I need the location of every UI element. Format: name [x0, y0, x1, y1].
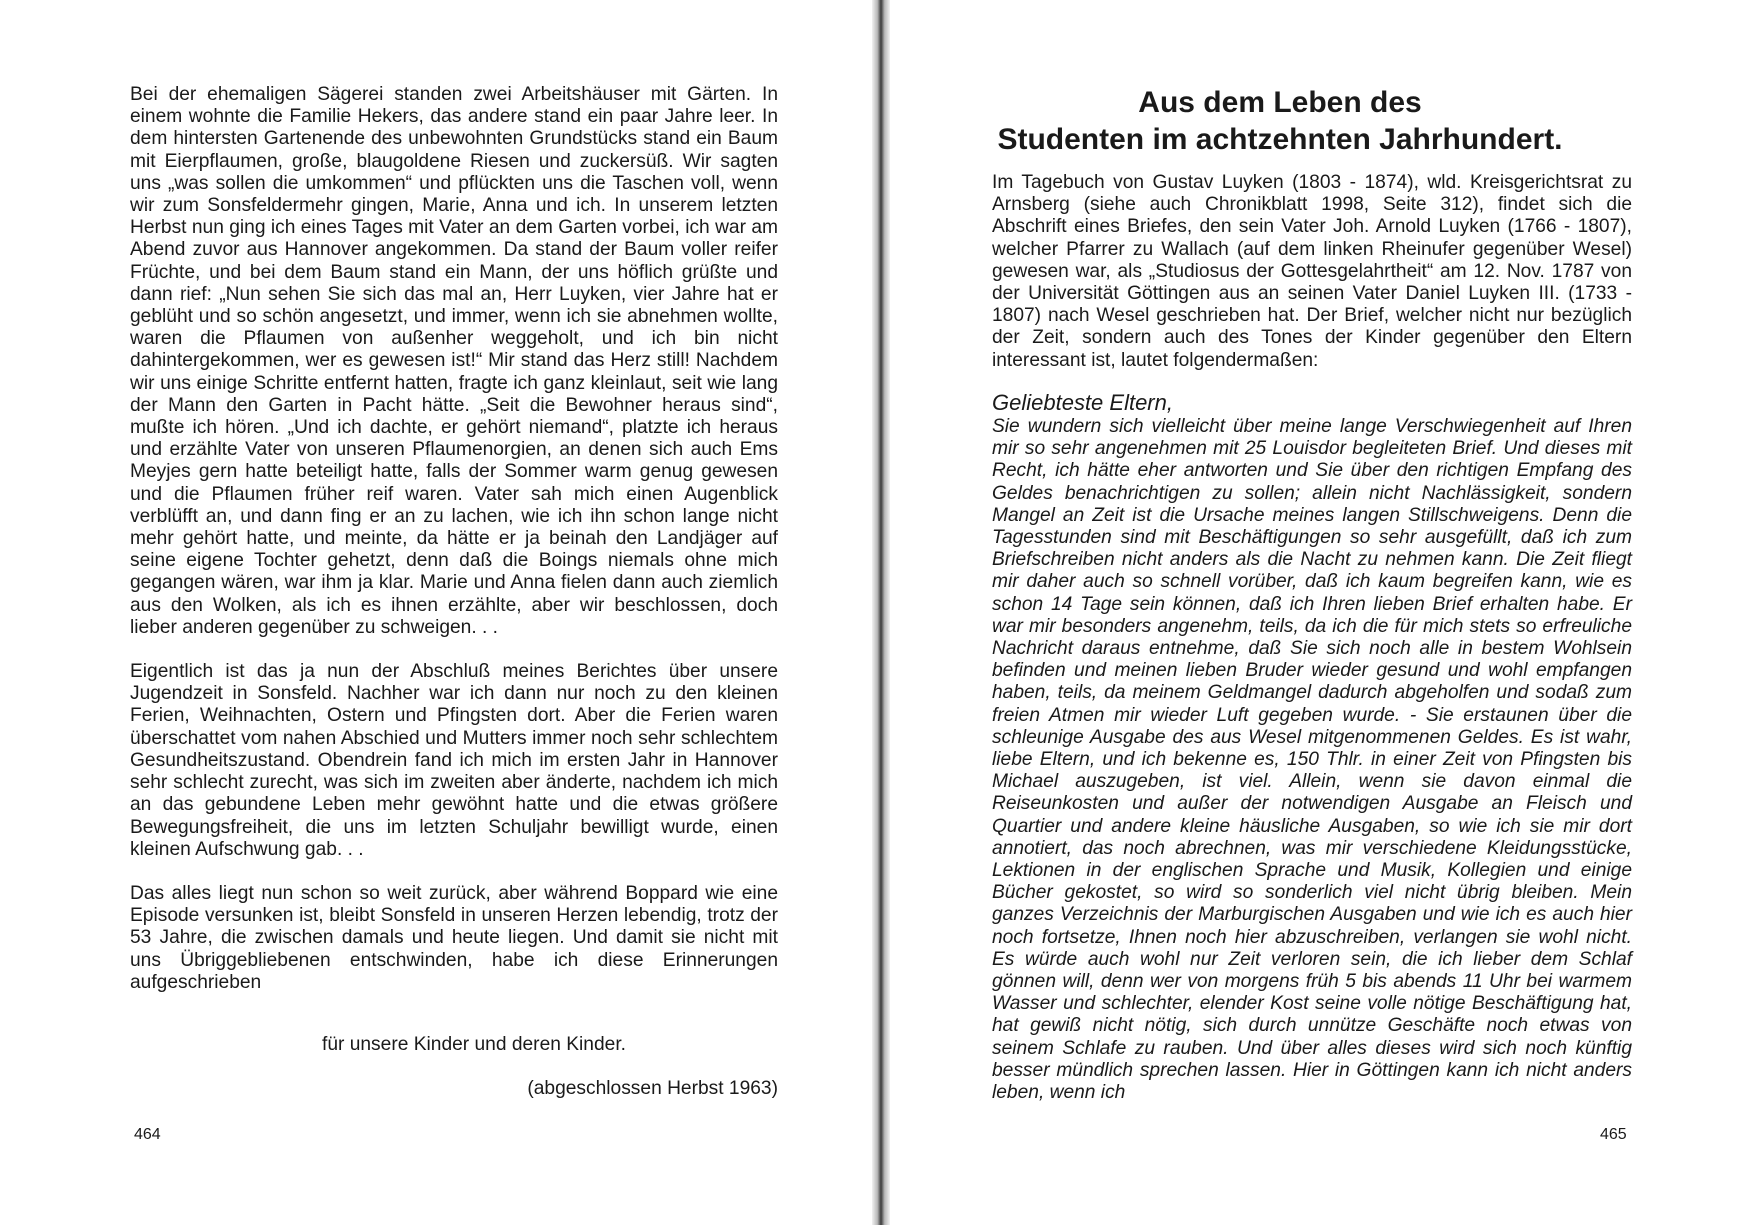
article-title: [900, 84, 1660, 158]
intro-paragraph: Im Tagebuch von Gustav Luyken (1803 - 1874), wld. Kreisgerichtsrat zu Arnsberg (siehe auch Chronikblatt 1998, Seite 312), findet sich die Abschrift eines Briefes, den sein Vater Joh. Arnold Luyken (1766 - 1807), welcher Pfarrer zu Wallach (auf dem linken Rheinufer gegenüber Wesel) gewesen war, als „Studiosus der Gottesgelahrtheit“ am 12. Nov. 1787 von der Universität Göttingen aus an seinen Vater Daniel Luyken III. (1733 - 1807) nach Wesel geschrieben hat. Der Brief, welcher nicht nur bezüglich der Zeit, sondern auch des Tones der Kinder gegenüber den Eltern interessant ist, lautet folgendermaßen:: [992, 172, 1632, 371]
letter-salutation: Geliebteste Eltern,: [992, 390, 1173, 415]
left-paragraph-1: Bei der ehemaligen Sägerei standen zwei Arbeitshäuser mit Gärten. In einem wohnte die Familie Hekers, das andere stand ein paar Jahre leer. In dem hintersten Gartenende des unbewohnten Grundstücks stand ein Baum mit Eierpflaumen, große, blaugoldene Riesen und zuckersüß. Wir sagten uns „was sollen die umkommen“ und pflückten uns die Taschen voll, wenn wir zum Sonsfeldermehr gingen, Marie, Anna und ich. In unserem letzten Herbst nun ging ich eines Tages mit Vater an dem Garten vorbei, ich war am Abend zuvor aus Hannover angekommen. Da stand der Baum voller reifer Früchte, und bei dem Baum stand ein Mann, der uns höflich grüßte und dann rief: „Nun sehen Sie sich das mal an, Herr Luyken, vier Jahre hat er geblüht und so schön angesetzt, und immer, wenn ich sie abnehmen wollte, waren die Pflaumen von außenher weggeholt, und ich bin nicht dahintergekommen, wer es gewesen ist!“ Mir stand das Herz still! Nachdem wir uns einige Schritte entfernt hatten, fragte ich ganz kleinlaut, seit wie lang der Mann den Garten in Pacht hätte. „Seit die Bewohner heraus sind“, mußte ich hören. „Und ich dachte, er gehört niemand“, platzte ich heraus und erzählte Vater von unseren Pflaumenorgien, an denen sich auch Ems Meyjes gern hatte beteiligt hatte, falls der Sommer warm genug gewesen und die Pflaumen früher reif waren. Vater sah mich einen Augenblick verblüfft an, und dann fing er an zu lachen, wie ich ihn schon lange nicht mehr gehört hatte, und meinte, da hätte er ja beinah den Landjäger auf seine eigene Tochter gehetzt, denn daß die Boings niemals ohne mich gegangen wären, war ihm ja klar. Marie und Anna fielen dann auch ziemlich aus den Wolken, als ich es ihnen erzählte, aber wir beschlossen, doch lieber anderen gegenüber zu schweigen. . .: [130, 84, 778, 638]
letter-body: Sie wundern sich vielleicht über meine lange Verschwiegenheit auf Ihren mir so sehr angenehmen mit 25 Louisdor begleiteten Brief. Und dieses mit Recht, ich hätte eher antworten und Sie über den richtigen Empfang des Geldes benachrichtigen zu sollen; allein nicht Nachlässigkeit, sondern Mangel an Zeit ist die Ursache meines langen Stillschweigens. Denn die Tagesstunden sind mit Beschäftigungen so sehr ausgefüllt, daß ich zum Briefschreiben nicht anders als die Nacht zu nehmen kann. Die Zeit fliegt mir daher auch so schnell vorüber, daß ich kaum begreifen kann, wie es schon 14 Tage sein können, daß ich Ihren lieben Brief erhalten habe. Er war mir besonders angenehm, teils, da ich die für mich stets so erfreuliche Nachricht daraus entnehme, daß Sie sich noch alle in bestem Wohlsein befinden und meinen lieben Bruder wieder gesund und wohl empfangen haben, teils, da meinem Geldmangel dadurch abgeholfen und sodaß zum freien Atmen mir wieder Luft gegeben wurde. - Sie erstaunen über die schleunige Ausgabe des aus Wesel mitgenommenen Geldes. Es ist wahr, liebe Eltern, und ich bekenne es, 150 Thlr. in einer Zeit von Pfingsten bis Michael auszugeben, ist viel. Allein, wenn sie davon einmal die Reiseunkosten und außer der notwendigen Ausgabe an Fleisch und Quartier und andere kleine häusliche Ausgaben, so wie ich sie mir dort annotiert, das noch abrechnen, was mir verschiedene Kleidungsstücke, Lektionen in der englischen Sprache und Musik, Kollegien und einige Bücher gekostet, so wird so sonderlich viel nicht übrig bleiben. Mein ganzes Verzeichnis der Marburgischen Ausgaben und wie ich es auch hier noch fortsetze, Ihnen noch hier abzuschreiben, verlangen sie wohl nicht. Es würde auch wohl nur Zeit verloren sein, die ich lieber dem Schlaf gönnen will, denn wer von morgens früh 5 bis abends 11 Uhr bei warmem Wasser und schlechter, elender Kost seine volle nötige Beschäftigung hat, hat gewiß nicht nötig, sich durch unnütze Geschäfte noch etwas von seinem Schlafe zu rauben. Und über alles dieses wird sich noch künftig besser mündlich sprechen lassen. Hier in Göttingen kann ich nicht anders leben, wenn ich: [992, 416, 1632, 1104]
closing-date: (abgeschlossen Herbst 1963): [527, 1078, 778, 1099]
article-title-line-1: Aus dem Leben des: [1138, 86, 1422, 119]
left-page-body: [130, 84, 778, 994]
left-paragraph-3: Das alles liegt nun schon so weit zurück, aber während Boppard wie eine Episode versunken ist, bleibt Sonsfeld in unseren Herzen lebendig, trotz der 53 Jahre, die zwischen damals und heute liegen. Und damit sie nicht mit uns Übriggebliebenen entschwinden, habe ich diese Erinnerungen aufgeschrieben: [130, 882, 778, 993]
left-paragraph-2: Eigentlich ist das ja nun der Abschluß meines Berichtes über unsere Jugendzeit in Sonsfeld. Nachher war ich dann nur noch zu den kleinen Ferien, Weihnachten, Ostern und Pfingsten dort. Aber die Ferien waren überschattet vom nahen Abschied und Mutters immer noch sehr schlechtem Gesundheitszustand. Obendrein fand ich mich im ersten Jahr in Hannover sehr schlecht zurecht, was sich im zweiten aber änderte, nachdem ich mich an das gebundene Leben mehr gewöhnt hatte und die etwas größere Bewegungsfreiheit, die uns im letzten Schuljahr bewilligt wurde, einen kleinen Aufschwung gab. . .: [130, 661, 778, 860]
article-title-line-2: Studenten im achtzehnten Jahrhundert.: [997, 123, 1563, 156]
page-number-left: 464: [134, 1126, 161, 1143]
book-gutter: [872, 0, 890, 1225]
dedication-line: für unsere Kinder und deren Kinder.: [321, 1034, 626, 1055]
page-number-right: 465: [1600, 1126, 1627, 1143]
